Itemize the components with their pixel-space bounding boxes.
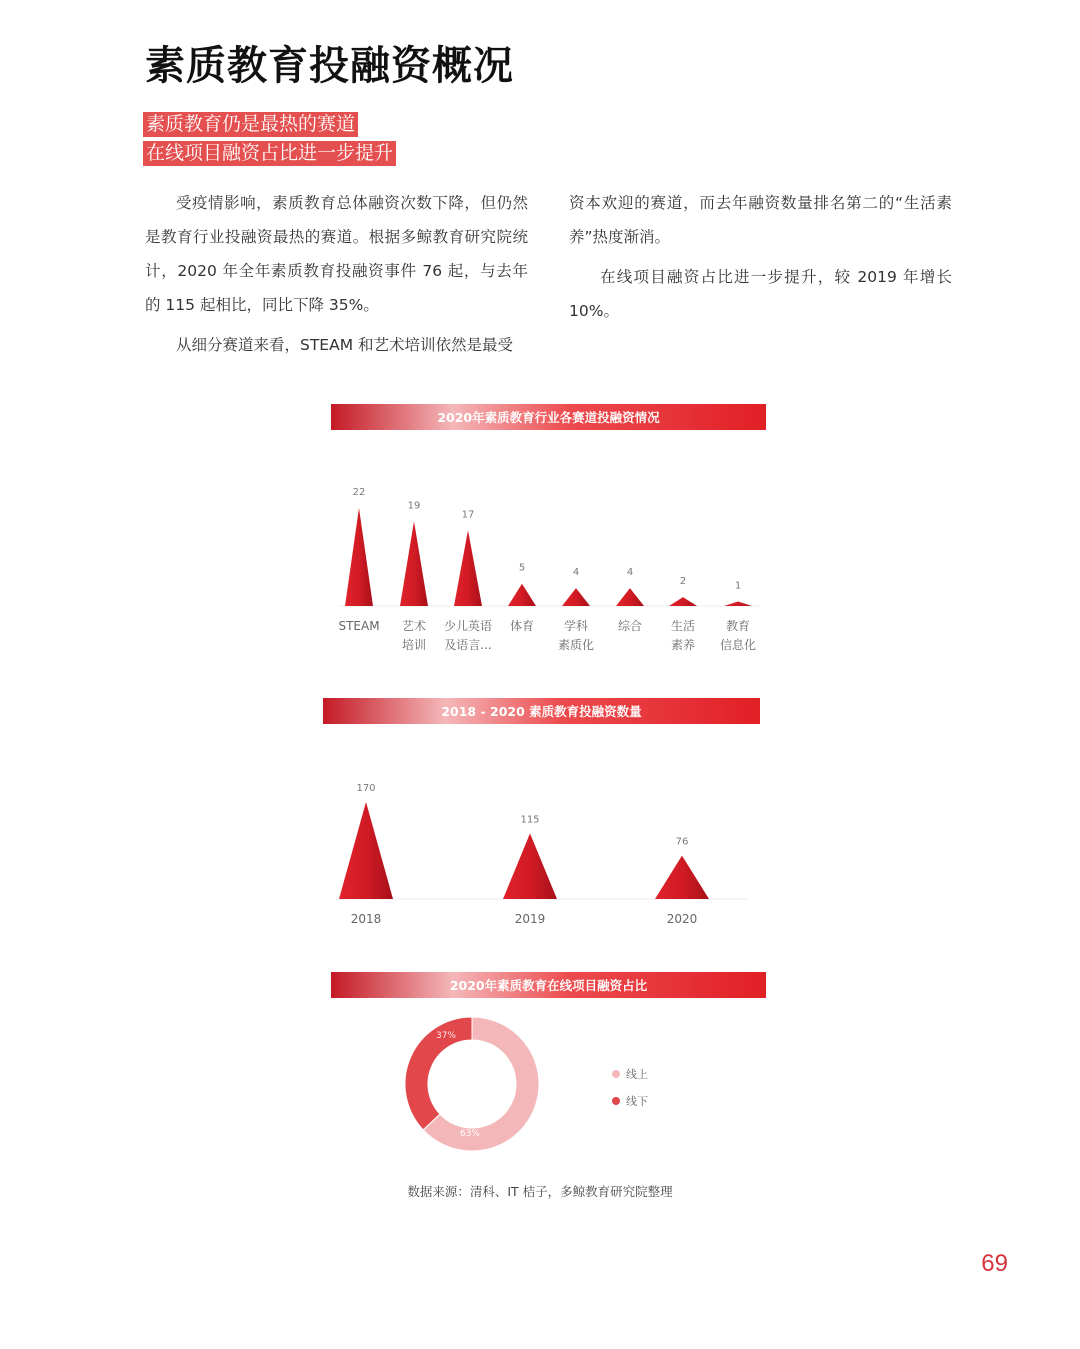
bar-mark [669,597,697,606]
chart-1-sector-bar-chart [320,470,780,670]
category-label: 少儿英语 [443,619,493,633]
donut-legend [612,1060,648,1114]
page-title: 素质教育投融资概况 [145,43,514,89]
data-label: 22 [352,487,366,498]
category-label: 艺术 [401,619,427,633]
data-label: 115 [520,814,540,826]
data-source-note: 数据来源：清科、IT 桔子，多鲸教育研究院整理 [407,1184,673,1199]
data-label: 17 [461,509,475,521]
chart-2-yearly-bar-chart [320,770,760,940]
legend-label-online: 线上 [626,1067,648,1081]
bar-mark [724,602,752,606]
category-label: 2019 [514,912,546,926]
category-label: STEAM [338,619,380,633]
slice-label: 63% [459,1129,481,1139]
bar-mark [616,588,644,606]
paragraph: 资本欢迎的赛道，而去年融资数量排名第二的“生活素养”热度渐消。 [569,194,952,246]
data-label: 2 [679,576,687,588]
data-label: 19 [407,500,421,512]
data-label: 4 [572,567,580,579]
category-label: 素质化 [557,638,595,652]
data-label: 76 [675,836,689,848]
chart-2-title: 2018 - 2020 素质教育投融资数量 [323,698,760,724]
highlight-line-2: 在线项目融资占比进一步提升 [143,141,396,166]
category-label: 2020 [666,912,698,926]
legend-item-online [612,1060,648,1087]
highlight-block [143,112,396,170]
category-label: 体育 [509,619,535,633]
legend-label-offline: 线下 [626,1094,648,1108]
bar-mark [503,833,557,899]
bar-mark [345,508,373,606]
bar-mark [339,802,393,899]
category-label: 学科 [563,619,589,633]
category-label: 教育 [725,619,751,633]
paragraph: 从细分赛道来看，STEAM 和艺术培训依然是最受 [176,336,514,354]
category-label: 培训 [401,638,427,652]
category-label: 2018 [350,912,382,926]
category-label: 信息化 [719,638,757,652]
category-label: 及语言... [444,638,492,652]
bar-mark [562,588,590,606]
legend-swatch-online [612,1070,620,1078]
bar-mark [655,856,709,899]
right-column [569,186,952,334]
bar-mark [454,530,482,606]
bar-mark [508,584,536,606]
chart-3-title: 2020年素质教育在线项目融资占比 [331,972,766,998]
left-column [145,186,528,368]
chart-3-donut-chart [400,1012,545,1157]
category-label: 综合 [617,619,643,633]
slice-label: 37% [435,1031,457,1041]
page-number: 69 [981,1250,1008,1277]
legend-swatch-offline [612,1097,620,1105]
legend-item-offline [612,1087,648,1114]
paragraph: 在线项目融资占比进一步提升，较 2019 年增长 10%。 [569,268,952,320]
highlight-line-1: 素质教育仍是最热的赛道 [143,112,358,137]
chart-1-title: 2020年素质教育行业各赛道投融资情况 [331,404,766,430]
paragraph: 受疫情影响，素质教育总体融资次数下降，但仍然是教育行业投融资最热的赛道。根据多鲸教育研究院统计，2020 年全年素质教育投融资事件 76 起，与去年的 115 起相比，同比下降 35%。 [145,194,528,314]
data-label: 5 [518,562,526,574]
data-label: 1 [734,580,742,592]
category-label: 生活 [670,619,696,633]
data-label: 170 [356,783,376,794]
bar-mark [400,521,428,606]
category-label: 素养 [670,638,696,652]
data-label: 4 [626,567,634,579]
